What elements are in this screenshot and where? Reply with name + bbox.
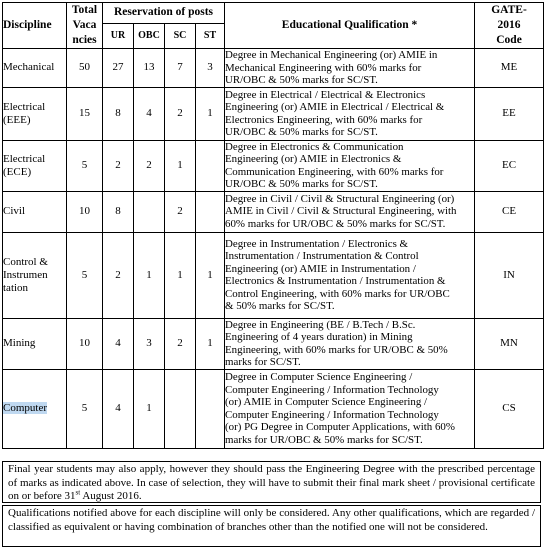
note-final-year: Final year students may also apply, however they should pass the Engineering Degree with the prescribed percentage of marks as indicated above. In case of selection, they will have to submit their final mark sheet / provisional certificate on or before 31st August 2016. — [2, 461, 541, 503]
qualification-cell: Degree in Engineering (BE / B.Tech / B.Sc. Engineering of 4 years duration) in Mining Engineering, with 60% marks for UR/OBC & 50% marks for SC/ST. — [225, 318, 475, 369]
gate-code-cell: CS — [475, 369, 544, 448]
st-cell — [196, 369, 225, 448]
ur-cell: 8 — [103, 87, 134, 140]
obc-cell: 1 — [134, 232, 165, 318]
obc-cell — [134, 191, 165, 232]
discipline-cell: Computer — [3, 369, 67, 448]
discipline-cell: Mining — [3, 318, 67, 369]
obc-cell: 4 — [134, 87, 165, 140]
sc-cell: 2 — [165, 191, 196, 232]
sc-cell: 7 — [165, 49, 196, 88]
total-vacancies-cell: 15 — [67, 87, 103, 140]
discipline-cell: Electrical (ECE) — [3, 140, 67, 191]
table-row — [3, 49, 544, 88]
st-cell: 1 — [196, 87, 225, 140]
header-st: ST — [196, 23, 225, 48]
header-qualification: Educational Qualification * — [225, 3, 475, 49]
total-vacancies-cell: 10 — [67, 191, 103, 232]
gate-code-cell: IN — [475, 232, 544, 318]
qualification-cell: Degree in Instrumentation / Electronics & Instrumentation / Instrumentation & Control Engineering (or) AMIE in Instrumentation / Electronics & Instrumentation / Instrumentation & Control Engineering, with 60% marks for UR/OBC & 50% marks for SC/ST. — [225, 232, 475, 318]
ur-cell: 4 — [103, 369, 134, 448]
ur-cell: 2 — [103, 232, 134, 318]
header-obc: OBC — [134, 23, 165, 48]
total-vacancies-cell: 5 — [67, 232, 103, 318]
table-row — [3, 191, 544, 232]
sc-cell: 2 — [165, 87, 196, 140]
discipline-cell: Mechanical — [3, 49, 67, 88]
obc-cell: 2 — [134, 140, 165, 191]
discipline-cell: Control & Instrumen tation — [3, 232, 67, 318]
note-qualifications: Qualifications notified above for each discipline will only be considered. Any other qualifications, which are regarded / classified as equivalent or having combination of branches other than the notified one will not be considered. — [2, 505, 541, 547]
total-vacancies-cell: 5 — [67, 140, 103, 191]
header-sc: SC — [165, 23, 196, 48]
qualification-cell: Degree in Electrical / Electrical & Electronics Engineering (or) AMIE in Electrical / Electrical & Electronics Engineering, with 60% marks for UR/OBC & 50% marks for SC/ST. — [225, 87, 475, 140]
st-cell: 1 — [196, 318, 225, 369]
total-vacancies-cell: 10 — [67, 318, 103, 369]
obc-cell: 13 — [134, 49, 165, 88]
st-cell — [196, 191, 225, 232]
header-gate-code: GATE- 2016 Code — [475, 3, 544, 49]
gate-code-cell: MN — [475, 318, 544, 369]
discipline-cell: Electrical (EEE) — [3, 87, 67, 140]
sc-cell: 1 — [165, 232, 196, 318]
obc-cell: 3 — [134, 318, 165, 369]
gate-code-cell: ME — [475, 49, 544, 88]
discipline-cell: Civil — [3, 191, 67, 232]
st-cell — [196, 140, 225, 191]
table-row — [3, 140, 544, 191]
qualification-cell: Degree in Electronics & Communication Engineering (or) AMIE in Electronics & Communication Engineering, with 60% marks for UR/OBC & 50% marks for SC/ST. — [225, 140, 475, 191]
header-ur: UR — [103, 23, 134, 48]
qualification-cell: Degree in Mechanical Engineering (or) AMIE in Mechanical Engineering with 60% marks for UR/OBC & 50% marks for SC/ST. — [225, 49, 475, 88]
ur-cell: 27 — [103, 49, 134, 88]
total-vacancies-cell: 50 — [67, 49, 103, 88]
total-vacancies-cell: 5 — [67, 369, 103, 448]
vacancy-table — [2, 2, 544, 449]
sc-cell — [165, 369, 196, 448]
table-row — [3, 87, 544, 140]
gate-code-cell: CE — [475, 191, 544, 232]
st-cell: 1 — [196, 232, 225, 318]
sc-cell: 2 — [165, 318, 196, 369]
table-row — [3, 369, 544, 448]
ur-cell: 2 — [103, 140, 134, 191]
table-row — [3, 318, 544, 369]
header-total-vacancies: Total Vaca ncies — [67, 3, 103, 49]
ur-cell: 4 — [103, 318, 134, 369]
ur-cell: 8 — [103, 191, 134, 232]
gate-code-cell: EE — [475, 87, 544, 140]
obc-cell: 1 — [134, 369, 165, 448]
table-row — [3, 232, 544, 318]
gate-code-cell: EC — [475, 140, 544, 191]
sc-cell: 1 — [165, 140, 196, 191]
qualification-cell: Degree in Computer Science Engineering / Computer Engineering / Information Technology (or) AMIE in Computer Science Engineering / Computer Engineering / Information Technology (or) PG Degree in Computer Applications, with 60% marks for UR/OBC & 50% marks for SC/ST. — [225, 369, 475, 448]
qualification-cell: Degree in Civil / Civil & Structural Engineering (or) AMIE in Civil / Civil & Structural Engineering, with 60% marks for UR/OBC & 50% marks for SC/ST. — [225, 191, 475, 232]
st-cell: 3 — [196, 49, 225, 88]
header-discipline: Discipline — [3, 3, 67, 49]
header-reservation: Reservation of posts — [103, 3, 225, 24]
